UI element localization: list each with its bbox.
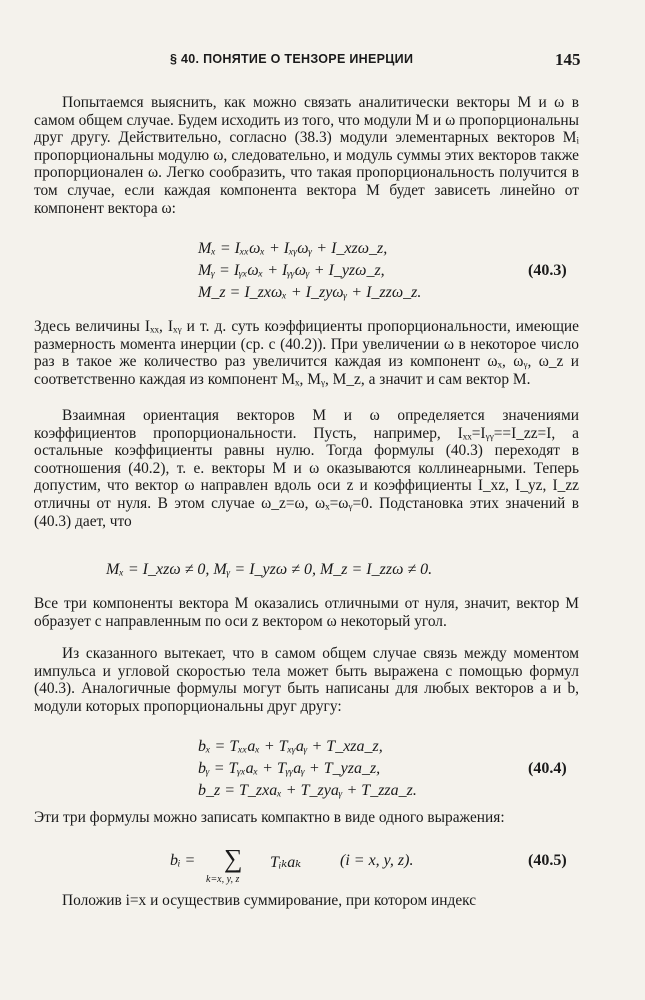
paragraph-5: Из сказанного вытекает, что в самом общем случае связь между моментом импульса и угловой скоростью тела может быть выражена с помощью формул (40.3). Аналогичные формулы могут быть написаны для любых векторов a и b, модули которых пропорциональны друг другу: xyxy=(34,645,579,715)
equation-40-4-line-2: bᵧ = Tᵧₓaₓ + Tᵧᵧaᵧ + T_yza_z, xyxy=(198,760,381,777)
equation-40-5-lhs: bᵢ = xyxy=(170,852,196,869)
equation-40-3-line-2: Mᵧ = Iᵧₓωₓ + Iᵧᵧωᵧ + I_yzω_z, xyxy=(198,262,385,279)
paragraph-3: Взаимная ориентация векторов M и ω определяется значениями коэффициентов пропорциональности. Пусть, например, Iₓₓ=Iᵧᵧ==I_zz=I, а остальные коэффициенты равны нулю. Тогда формулы (40.3) переходят в соотношения (40.2), т. е. векторы M и ω оказываются коллинеарными. Теперь допустим, что вектор ω направлен вдоль оси z и коэффициенты I_xz, I_yz, I_zz отличны от нуля. В этом случае ω_z=ω, ωₓ=ωᵧ=0. Подстановка этих значений в (40.3) дает, что xyxy=(34,407,579,530)
section-title: § 40. ПОНЯТИЕ О ТЕНЗОРЕ ИНЕРЦИИ xyxy=(170,52,414,66)
paragraph-7: Положив i=x и осуществив суммирование, при котором индекс xyxy=(62,892,477,909)
page-number: 145 xyxy=(555,50,581,69)
sum-subscript: k=x, y, z xyxy=(206,874,240,885)
equation-number-40-4: (40.4) xyxy=(528,760,567,777)
equation-40-5-rhs: Tᵢₖaₖ xyxy=(270,854,302,871)
equation-40-4-line-3: b_z = T_zxaₓ + T_zyaᵧ + T_zza_z. xyxy=(198,782,417,799)
sum-symbol: ∑ xyxy=(224,844,243,873)
equation-40-5-condition: (i = x, y, z). xyxy=(340,852,414,869)
paragraph-2: Здесь величины Iₓₓ, Iₓᵧ и т. д. суть коэффициенты пропорциональности, имеющие размерность момента инерции (ср. с (40.2)). При увеличении ω в некоторое число раз в такое же количество раз увеличится каждая из компонент ωₓ, ωᵧ, ω_z и соответственно каждая из компонент Mₓ, Mᵧ, M_z, а значит и сам вектор M. xyxy=(34,318,579,388)
equation-40-3-line-3: M_z = I_zxωₓ + I_zyωᵧ + I_zzω_z. xyxy=(198,284,422,301)
equation-number-40-3: (40.3) xyxy=(528,262,567,279)
running-header xyxy=(0,50,645,74)
equation-40-3-line-1: Mₓ = Iₓₓωₓ + Iₓᵧωᵧ + I_xzω_z, xyxy=(198,240,388,257)
paragraph-6: Эти три формулы можно записать компактно в виде одного выражения: xyxy=(34,809,505,826)
paragraph-4: Все три компоненты вектора M оказались отличными от нуля, значит, вектор M образует с направленным по оси z вектором ω некоторый угол. xyxy=(34,595,579,630)
equation-inline: Mₓ = I_xzω ≠ 0, Mᵧ = I_yzω ≠ 0, M_z = I_zzω ≠ 0. xyxy=(106,561,433,578)
equation-40-4-line-1: bₓ = Tₓₓaₓ + Tₓᵧaᵧ + T_xza_z, xyxy=(198,738,383,755)
paragraph-1: Попытаемся выяснить, как можно связать аналитически векторы M и ω в самом общем случае. Будем исходить из того, что модули M и ω пропорциональны друг другу. Действительно, согласно (38.3) модули элементарных векторов Mᵢ пропорциональны модулю ω, следовательно, и модуль суммы этих векторов также пропорционален ω. Легко сообразить, что такая пропорциональность получится в том случае, если каждая компонента вектора M будет зависеть линейно от компонент вектора ω: xyxy=(34,94,579,217)
equation-number-40-5: (40.5) xyxy=(528,852,567,869)
